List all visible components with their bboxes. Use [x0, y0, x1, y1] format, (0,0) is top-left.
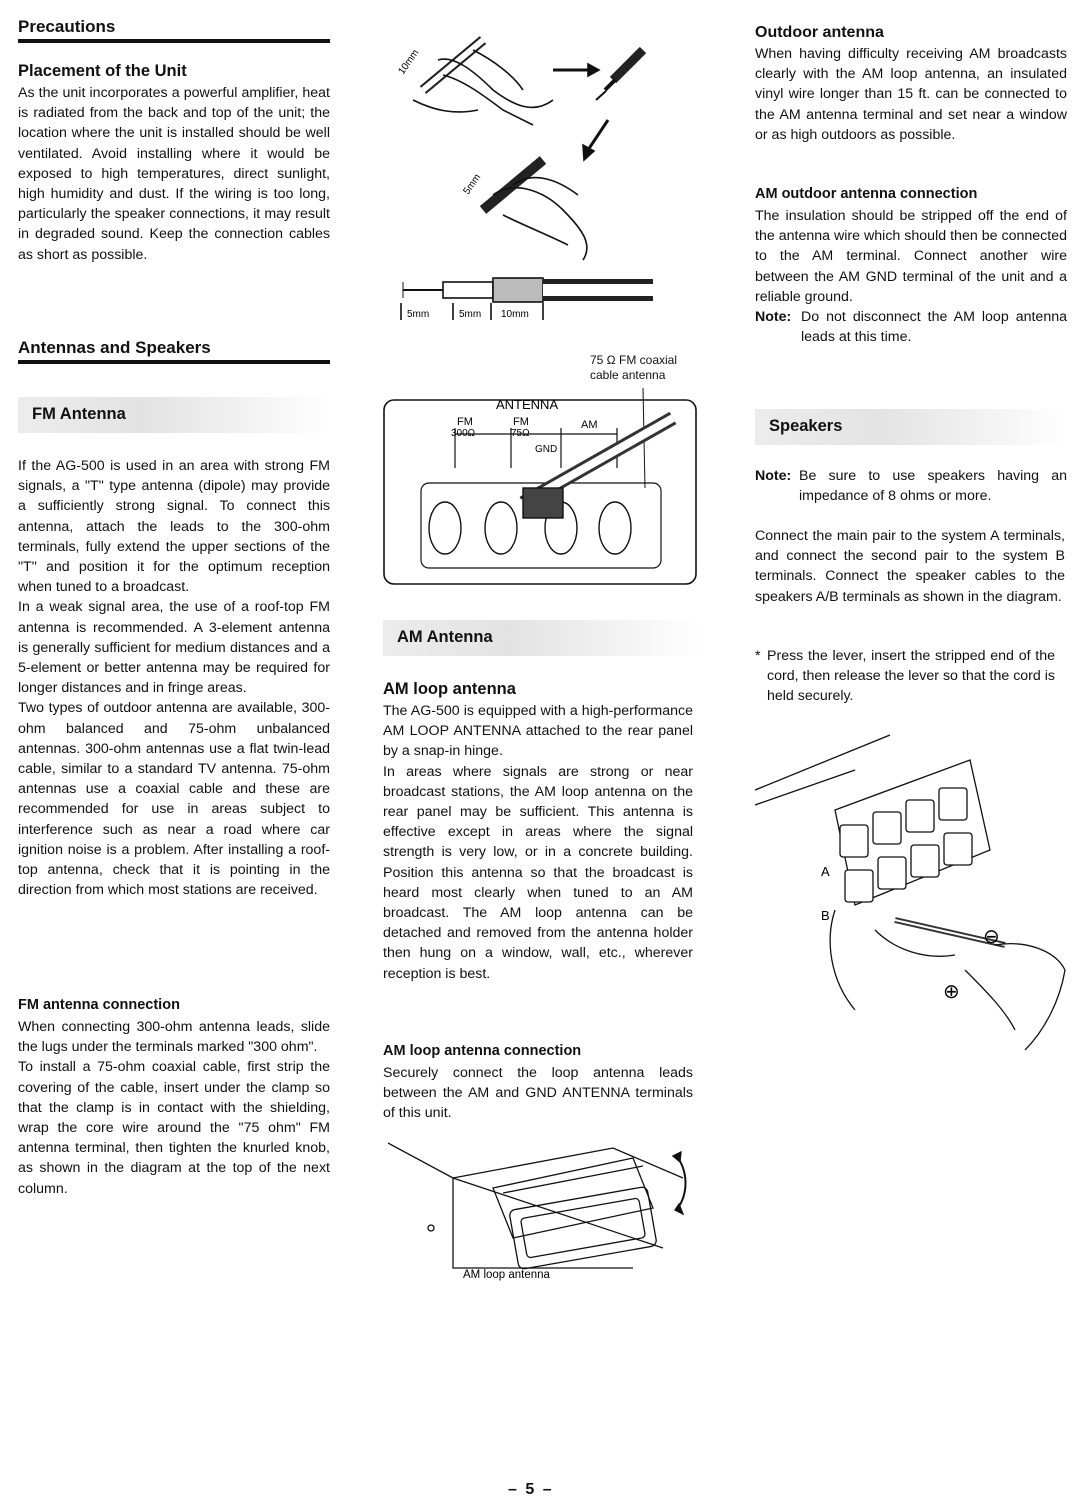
dimension-5mm-2: 5mm: [459, 309, 482, 320]
coax-caption-line1: 75 Ω FM coaxial: [590, 353, 677, 367]
plus-symbol: ⊕: [943, 981, 960, 1003]
bullet-mark: *: [755, 648, 761, 664]
am-loop-connection-heading: AM loop antenna connection: [383, 1043, 582, 1059]
panel-antenna-label: ANTENNA: [496, 397, 559, 412]
panel-fm-75-label: FM: [513, 416, 529, 428]
note-1-label: Note:: [755, 309, 792, 325]
note-2: [755, 466, 1067, 505]
speakers-banner: [755, 409, 1067, 445]
am-loop-connection-text: Securely connect the loop antenna leads between the AM and GND ANTENNA terminals of this unit.: [383, 1065, 693, 1122]
panel-fm-300-ohm: 300Ω: [451, 428, 476, 439]
placement-text: As the unit incorporates a powerful amplifier, heat is radiated from the back and top of the unit; the location where the unit is installed should be well ventilated. Avoid installing where it would be exposed to high temperatures, direct sunlight, high humidity and dust. If the wiring is too long, particularly the speaker connections, it may result in degraded sound. Keep the connection cables as short as possible.: [18, 85, 330, 263]
note-1-text: Do not disconnect the AM loop antenna leads at this time.: [801, 309, 1067, 346]
am-outdoor-connection-heading: AM outdoor antenna connection: [755, 186, 978, 202]
am-loop-heading: AM loop antenna: [383, 680, 516, 698]
speakers-banner-label: Speakers: [769, 417, 843, 435]
am-antenna-banner-label: AM Antenna: [397, 628, 493, 646]
bullet-text: Press the lever, insert the stripped end of the cord, then release the lever so that the cord is held securely.: [767, 648, 1055, 705]
fm-connection-text: When connecting 300-ohm antenna leads, slide the lugs under the terminals marked "300 ohm". To install a 75-ohm coaxial cable, first strip the covering of the cable, insert under the clamp so that the clamp is in contact with the shielding, wrap the core wire around the "75 ohm" FM antenna terminal, then tighten the knurled knob, as shown in the diagram at the top of the next column.: [18, 1019, 330, 1197]
am-loop-diagram: [383, 1138, 701, 1288]
note-2-label: Note:: [755, 468, 792, 484]
wire-strip-diagram: [383, 20, 701, 320]
speaker-terminal-diagram: [755, 730, 1067, 1065]
coax-caption: [590, 353, 677, 383]
antenna-terminal-diagram: [383, 388, 701, 588]
coax-caption-line2: cable antenna: [590, 368, 666, 382]
antennas-speakers-heading: Antennas and Speakers: [18, 338, 330, 364]
panel-fm-300-label: FM: [457, 416, 473, 428]
placement-heading: Placement of the Unit: [18, 62, 187, 80]
fm-antenna-banner: [18, 397, 330, 433]
minus-symbol: ⊖: [983, 926, 1000, 948]
panel-gnd-label: GND: [535, 444, 558, 455]
am-antenna-banner: [383, 620, 701, 656]
dimension-5mm-1: 5mm: [407, 309, 430, 320]
strip-length-label-5mm: 5mm: [461, 172, 484, 197]
am-loop-text: The AG-500 is equipped with a high-performance AM LOOP ANTENNA attached to the rear panel by a snap-in hinge. In areas where signals are strong or near broadcast stations, the AM loop antenna on the rear panel may be sufficient. This antenna is effective except in areas where the signal strength is very low, or in a concrete building. Position this antenna so that the broadcast is heard most clearly when tuned to an AM broadcast. The AM loop antenna can be detached and removed from the antenna holder then hung on a window, wall, etc., wherever reception is best.: [383, 703, 693, 982]
am-loop-caption: AM loop antenna: [463, 1269, 550, 1281]
note-1: [755, 307, 1067, 346]
speakers-text: Connect the main pair to the system A terminals, and connect the second pair to the system B terminals. Connect the speaker cables to the speakers A/B terminals as shown in the diagram.: [755, 528, 1065, 605]
page-number: – 5 –: [508, 1481, 554, 1498]
panel-am-label: AM: [581, 419, 598, 431]
note-2-text: Be sure to use speakers having an impedance of 8 ohms or more.: [799, 468, 1067, 505]
dimension-10mm: 10mm: [501, 309, 529, 320]
terminal-label-b: B: [821, 908, 830, 923]
terminal-label-a: A: [821, 864, 830, 879]
fm-connection-heading: FM antenna connection: [18, 997, 180, 1013]
strip-length-label-10mm: 10mm: [396, 47, 422, 77]
precautions-heading: Precautions: [18, 17, 330, 43]
panel-fm-75-ohm: 75Ω: [511, 428, 530, 439]
outdoor-antenna-heading: Outdoor antenna: [755, 24, 884, 41]
outdoor-antenna-text: When having difficulty receiving AM broadcasts clearly with the AM loop antenna, an insulated vinyl wire longer than 15 ft. can be connected to the AM antenna terminal and set near a window or as high outdoors as possible.: [755, 46, 1067, 143]
fm-antenna-banner-label: FM Antenna: [32, 405, 126, 423]
am-outdoor-connection-text: The insulation should be stripped off the end of the antenna wire which should then be connected to the AM terminal. Connect another wire between the AM GND terminal of the unit and a reliable ground.: [755, 208, 1067, 305]
fm-antenna-text: If the AG-500 is used in an area with strong FM signals, a "T" type antenna (dipole) may provide a sufficiently strong signal. To connect this antenna, attach the leads to the 300-ohm terminals, fully extend the upper sections of the "T" and position it for the optimum reception when tuned to a broadcast. In a weak signal area, the use of a roof-top FM antenna is recommended. A 3-element antenna is generally sufficient for medium distances and a 5-element or better antenna may be required for longer distances and in fringe areas. Two types of outdoor antenna are available, 300-ohm balanced and 75-ohm unbalanced antennas. 300-ohm antennas use a flat twin-lead cable, similar to a standard TV antenna. 75-ohm antennas use a coaxial cable and these are recommended for use in areas subject to interference such as near a road where car ignition noise is a problem. After installing a roof-top antenna, check that it is pointing in the direction from which most stations are received.: [18, 458, 330, 899]
